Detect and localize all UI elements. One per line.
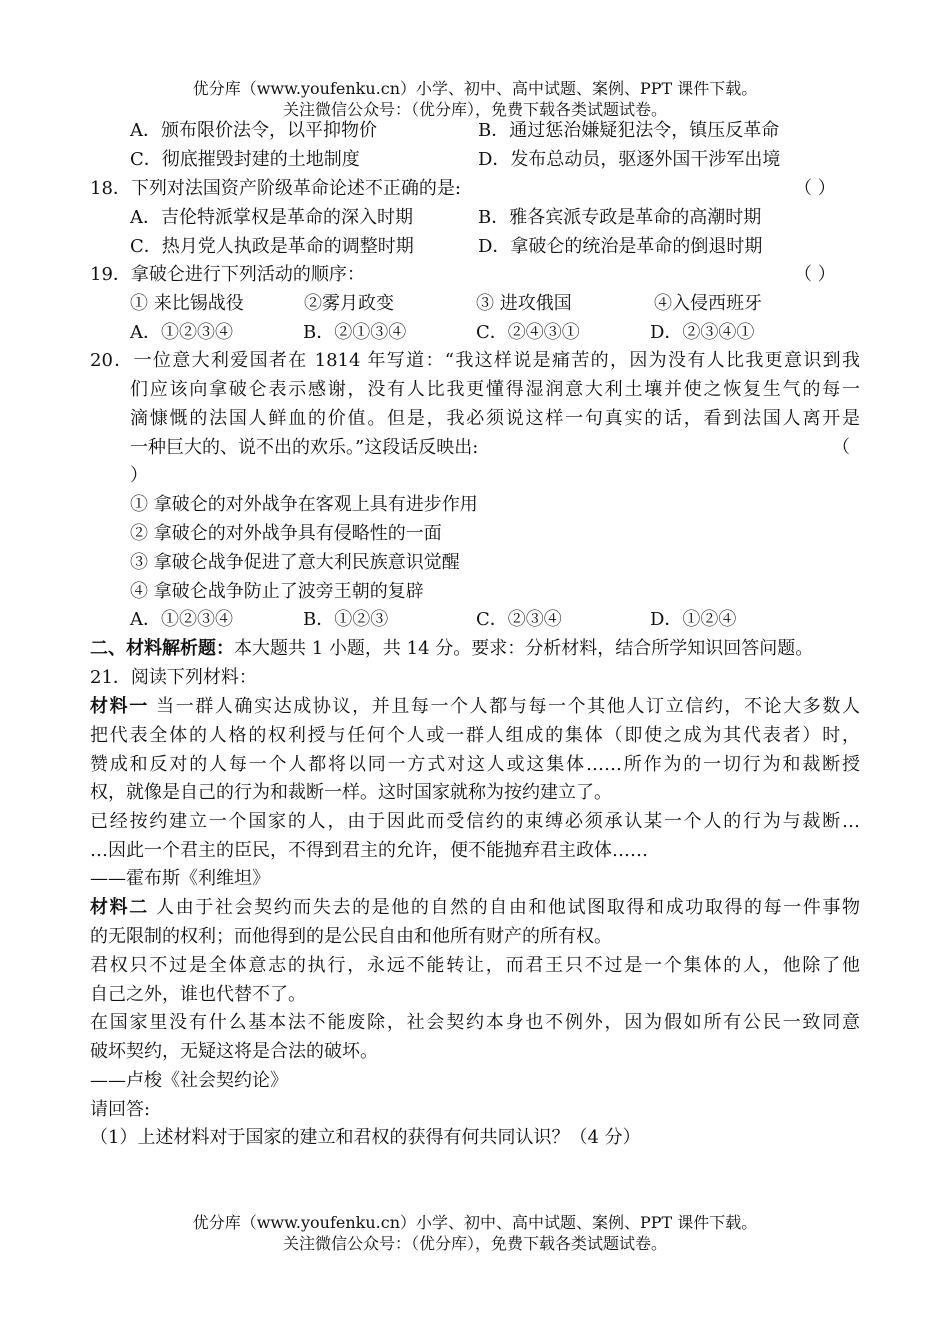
q20-item-4: ④ 拿破仑战争防止了波旁王朝的复辟	[130, 581, 424, 602]
q18-option-b: B．雅各宾派专政是革命的高潮时期	[478, 207, 762, 228]
q19-stem: 19．拿破仑进行下列活动的顺序：	[90, 264, 365, 285]
q20-option-d: D．①②④	[650, 609, 737, 630]
q19-option-a: A．①②③④	[130, 322, 233, 343]
header-line-1: 优分库（www.youfenku.cn）小学、初中、高中试题、案例、PPT 课件下载。	[192, 79, 758, 98]
q18-option-a: A．吉伦特派掌权是革命的深入时期	[130, 207, 413, 228]
q20-paren-close: ）	[130, 465, 148, 486]
material1-source: ——霍布斯《利维坦》	[90, 868, 270, 889]
q18-option-c: C．热月党人执政是革命的调整时期	[130, 236, 414, 257]
section2-heading	[90, 636, 813, 662]
q17-option-a: A．颁布限价法令，以平抑物价	[130, 120, 377, 141]
q19-answer-paren: （ ）	[794, 264, 836, 285]
material2-text-1: 人由于社会契约而失去的是他的自然的自由和他试图取得和成功取得的每一件事物	[148, 897, 861, 918]
material2-line-1	[90, 895, 860, 921]
q17-option-b: B．通过惩治嫌疑犯法令，镇压反革命	[478, 120, 780, 141]
q18-stem: 18．下列对法国资产阶级革命论述不正确的是:	[90, 178, 461, 199]
q20-stem-line-2: 们应该向拿破仑表示感谢，没有人比我更懂得湿润意大利土壤并使之恢复生气的每一	[130, 379, 860, 400]
q20-item-2: ② 拿破仑的对外战争具有侵略性的一面	[130, 523, 442, 544]
material2-line-5: 在国家里没有什么基本法不能废除，社会契约本身也不例外，因为假如所有公民一致同意	[90, 1012, 860, 1033]
material1-label: 材料一	[90, 696, 149, 717]
q20-option-b: B．①②③	[303, 609, 389, 630]
q21-ask: 请回答:	[90, 1099, 151, 1120]
material1-line-5: 已经按约建立一个国家的人，由于因此而受信约的束缚必须承认某一个人的行为与裁断…	[90, 811, 860, 832]
q17-option-c: C．彻底摧毁封建的土地制度	[130, 149, 360, 170]
material2-line-3: 君权只不过是全体意志的执行，永远不能转让，而君王只不过是一个集体的人，他除了他	[90, 955, 860, 976]
q20-paren-open: （	[832, 437, 850, 458]
q19-item-2: ②雾月政变	[304, 293, 394, 314]
q19-option-b: B．②①③④	[303, 322, 407, 343]
q20-stem-line-4: 一种巨大的、说不出的欢乐。”这段话反映出:	[130, 437, 479, 458]
q20-item-1: ① 拿破仑的对外战争在客观上具有进步作用	[130, 494, 478, 515]
material1-line-1	[90, 694, 860, 720]
material1-line-6: …因此一个君主的臣民，不得到君主的允许，便不能抛弃君主政体……	[90, 840, 648, 861]
footer-line-2: 关注微信公众号：（优分库），免费下载各类试题试卷。	[282, 1234, 667, 1253]
material2-source: ——卢梭《社会契约论》	[90, 1070, 288, 1091]
q20-stem-line-3: 滴慷慨的法国人鲜血的价值。但是，我必须说这样一句真实的话，看到法国人离开是	[130, 408, 860, 429]
material1-text-1: 当一群人确实达成协议，并且每一个人都与每一个其他人订立信约，不论大多数人	[148, 696, 861, 717]
q21-stem: 21．阅读下列材料：	[90, 667, 257, 688]
material1-line-2: 把代表全体的人格的权利授与任何个人或一群人组成的集体（即使之成为其代表者）时，	[90, 725, 860, 746]
material1-line-4: 权，就像是自己的行为和裁断一样。这时国家就称为按约建立了。	[90, 782, 612, 803]
material2-label: 材料二	[90, 897, 149, 918]
section2-desc: 本大题共 1 小题，共 14 分。要求：分析材料，结合所学知识回答问题。	[234, 638, 814, 659]
material1-line-3: 赞成和反对的人每一个人都将以同一方式对这人或这集体……所作为的一切行为和裁断授	[90, 754, 860, 775]
q19-option-c: C．②④③①	[476, 322, 580, 343]
header-line-2: 关注微信公众号：（优分库），免费下载各类试题试卷。	[282, 100, 667, 119]
q18-option-d: D．拿破仑的统治是革命的倒退时期	[478, 236, 763, 257]
q20-stem-line-1: 20．一位意大利爱国者在 1814 年写道：“我这样说是痛苦的，因为没有人比我更意识到我	[90, 350, 860, 371]
q20-option-a: A．①②③④	[130, 609, 233, 630]
footer-line-1: 优分库（www.youfenku.cn）小学、初中、高中试题、案例、PPT 课件下载。	[192, 1213, 758, 1232]
q18-answer-paren: （ ）	[794, 178, 836, 199]
q19-item-4: ④入侵西班牙	[654, 293, 762, 314]
material2-line-6: 破坏契约，无疑这将是合法的破坏。	[90, 1041, 378, 1062]
material2-line-2: 的无限制的权利；而他得到的是公民自由和他所有财产的所有权。	[90, 926, 612, 947]
q19-option-d: D．②③④①	[650, 322, 755, 343]
q19-item-1: ① 来比锡战役	[130, 293, 244, 314]
q20-option-c: C．②③④	[476, 609, 562, 630]
section2-title: 二、材料解析题：	[90, 638, 234, 659]
q21-subquestion-1: （1）上述材料对于国家的建立和君权的获得有何共同认识？（4 分）	[90, 1127, 641, 1148]
material2-line-4: 自己之外，谁也代替不了。	[90, 984, 306, 1005]
q20-item-3: ③ 拿破仑战争促进了意大利民族意识觉醒	[130, 552, 460, 573]
q19-item-3: ③ 进攻俄国	[476, 293, 572, 314]
q17-option-d: D．发布总动员，驱逐外国干涉军出境	[478, 149, 781, 170]
